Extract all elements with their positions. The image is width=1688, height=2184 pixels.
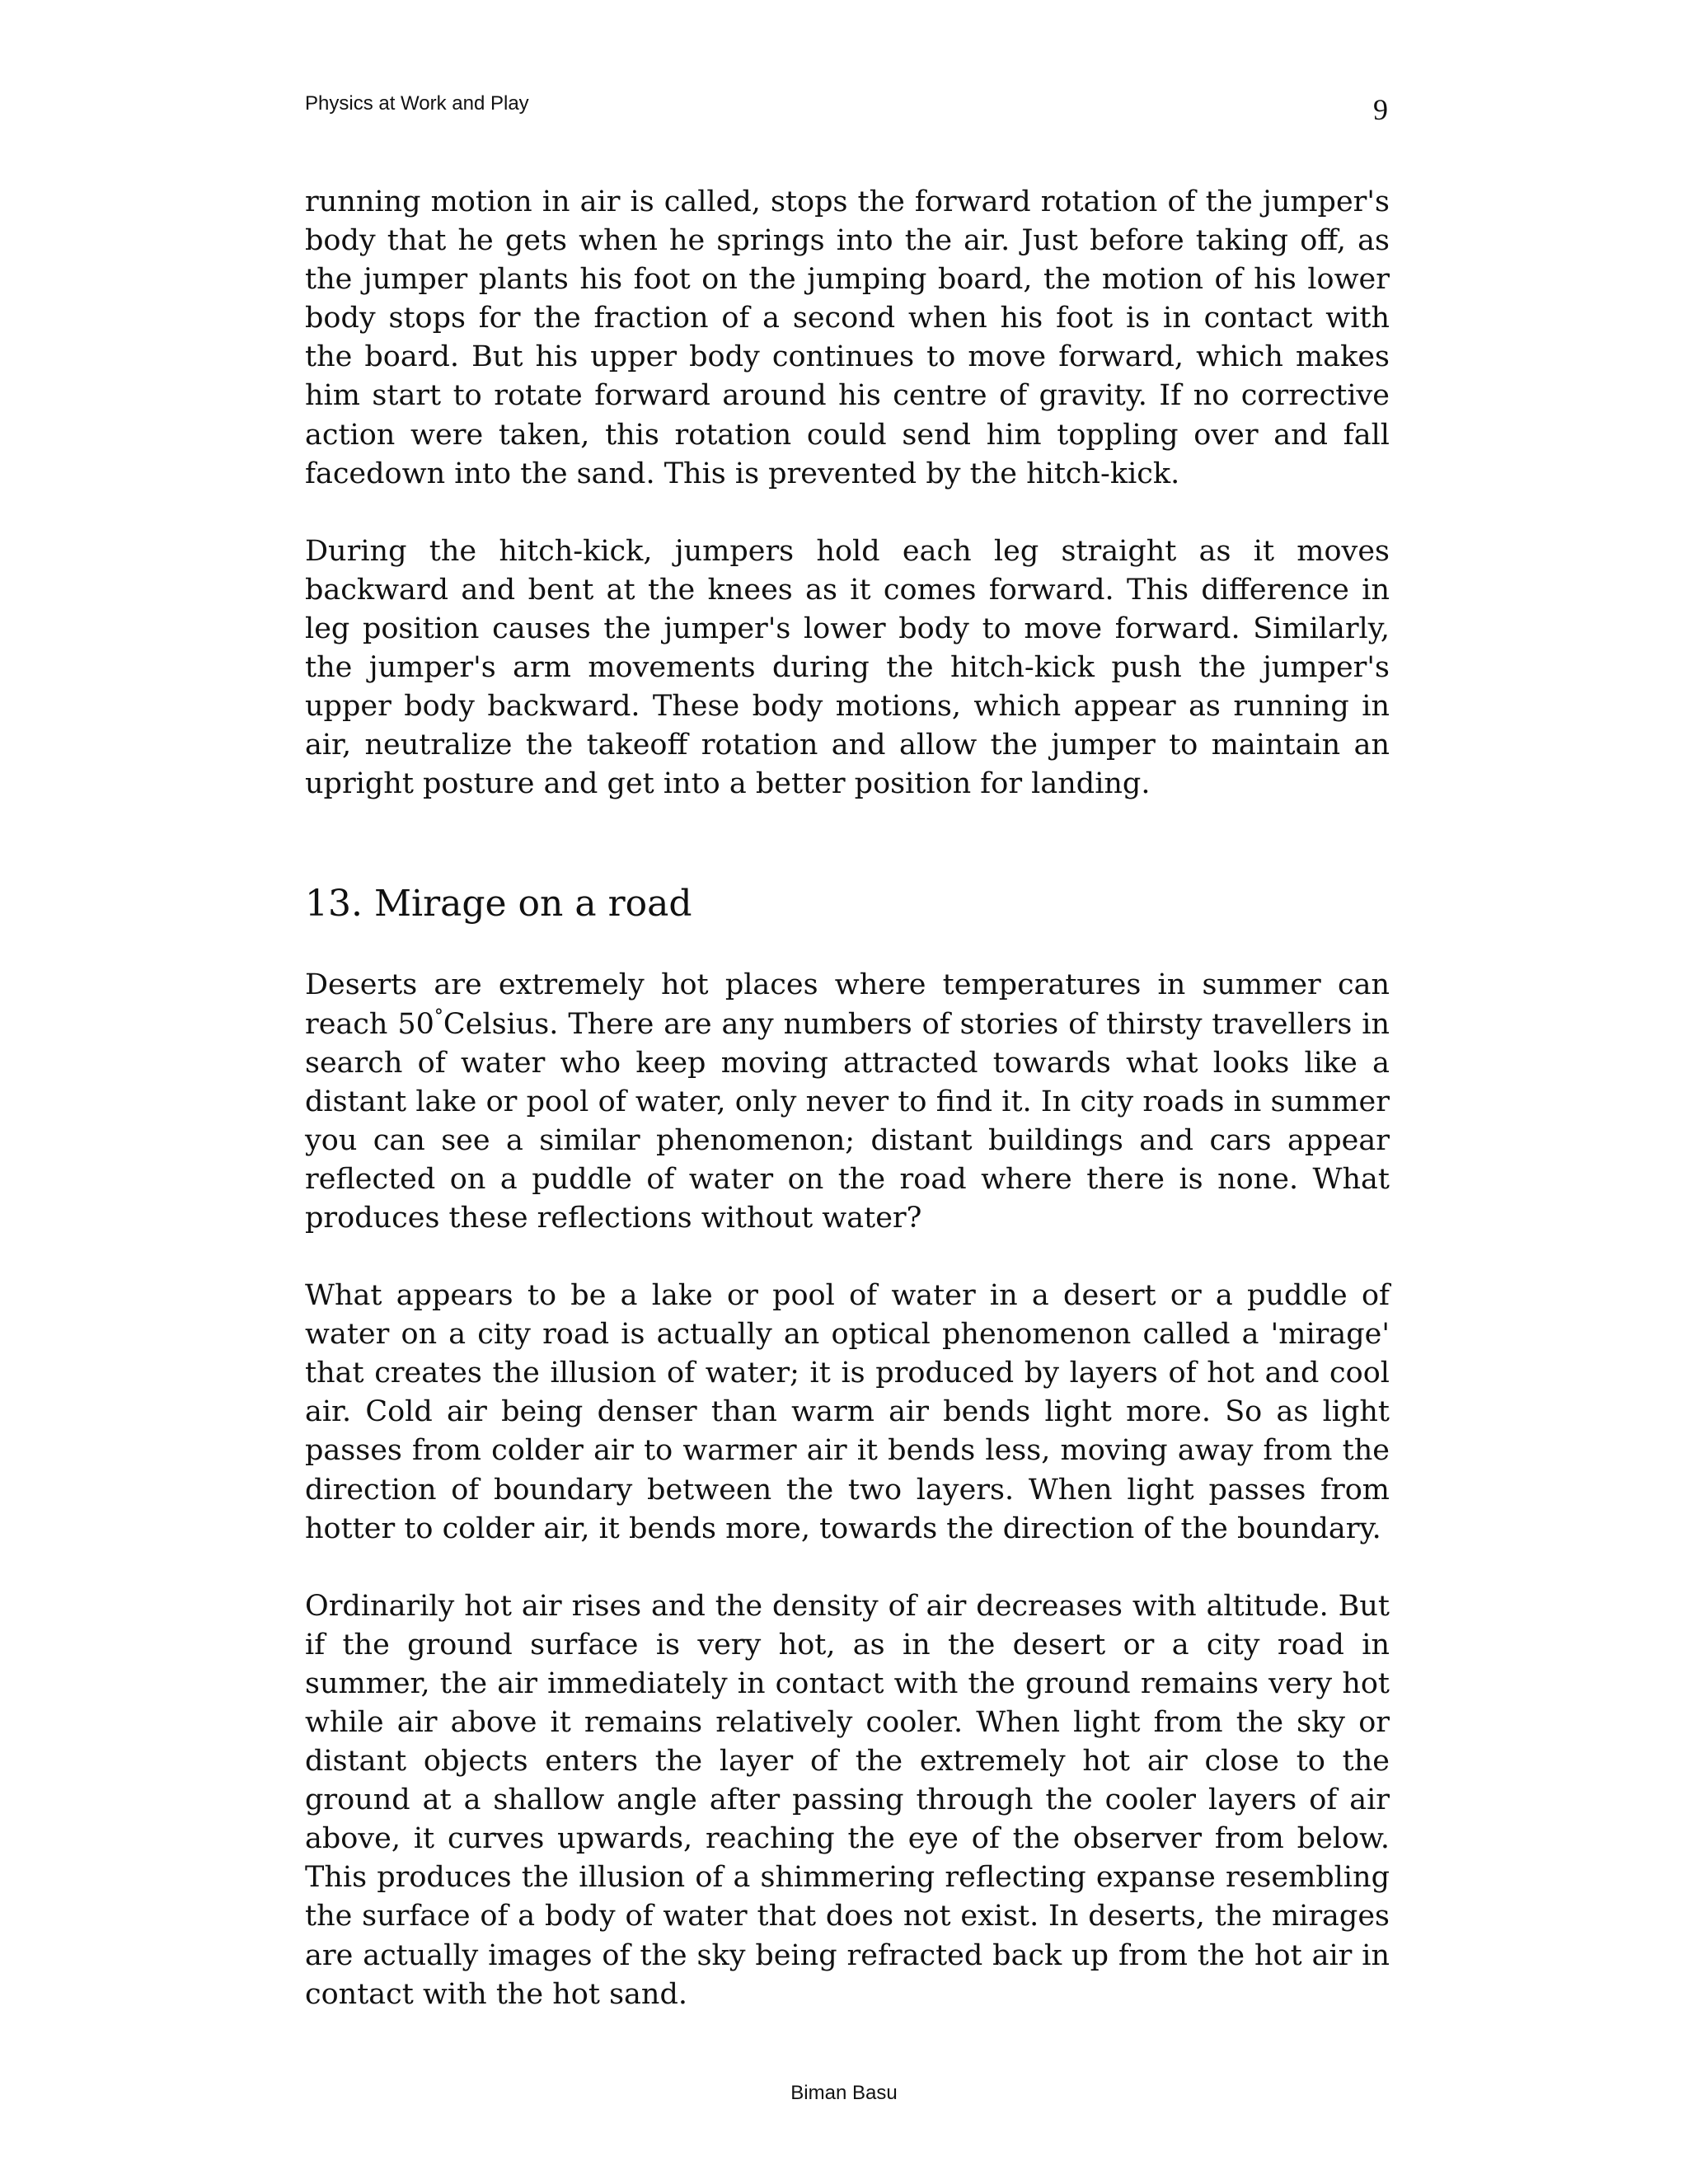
- page-number: 9: [1373, 93, 1388, 126]
- paragraph-text-after-degree: Celsius. There are any numbers of stories of thirsty travellers in search of water who keep moving attracted towards what looks like a distant lake or pool of water, only never to find it. In city roads in summer you can see a similar phenomenon; distant buildings and cars appear reflected on a puddle of water on the road where there is none. What produces these reflections without water?: [305, 1007, 1390, 1235]
- section-heading: 13. Mirage on a road: [305, 883, 692, 926]
- page-body: [305, 183, 1390, 2053]
- degree-symbol: °: [434, 1005, 443, 1027]
- running-header: Physics at Work and Play: [305, 92, 529, 115]
- page-footer-author: Biman Basu: [790, 2082, 898, 2104]
- paragraph-mirage-conditions: Ordinarily hot air rises and the density of air decreases with altitude. But if the ground surface is very hot, as in the desert or a city road in summer, the air immediately in contact with the ground remains very hot while air above it remains relatively cooler. When light from the sky or distant objects enters the layer of the extremely hot air close to the ground at a shallow angle after passing through the cooler layers of air above, it curves upwards, reaching the eye of the observer from below. This produces the illusion of a shimmering reflecting expanse resembling the surface of a body of water that does not exist. In deserts, the mirages are actually images of the sky being refracted back up from the hot air in contact with the hot sand.: [305, 1589, 1390, 2011]
- paragraph-mirage-explanation: What appears to be a lake or pool of water in a desert or a puddle of water on a city road is actually an optical phenomenon called a 'mirage' that creates the illusion of water; it is produced by layers of hot and cool air. Cold air being denser than warm air bends light more. So as light passes from colder air to warmer air it bends less, moving away from the direction of boundary between the two layers. When light passes from hotter to colder air, it bends more, towards the direction of the boundary.: [305, 1279, 1390, 1545]
- paragraph-text-before-degree: Deserts are extremely hot places where temperatures in summer can reach 50: [305, 968, 1390, 1041]
- paragraph-hitch-kick-motion: During the hitch-kick, jumpers hold each leg straight as it moves backward and bent at the knees as it comes forward. This difference in leg position causes the jumper's lower body to move forward. Similarly, the jumper's arm movements during the hitch-kick push the jumper's upper body backward. These body motions, which appear as running in air, neutralize the takeoff rotation and allow the jumper to maintain an upright posture and get into a better position for landing.: [305, 534, 1390, 801]
- paragraph-hitch-kick-continued: running motion in air is called, stops the forward rotation of the jumper's body that he gets when he springs into the air. Just before taking off, as the jumper plants his foot on the jumping board, the motion of his lower body stops for the fraction of a second when his foot is in contact with the board. But his upper body continues to move forward, which makes him start to rotate forward around his centre of gravity. If no corrective action were taken, this rotation could send him toppling over and fall facedown into the sand. This is prevented by the hitch-kick.: [305, 185, 1390, 490]
- paragraph-desert-mirage-intro: [305, 966, 1390, 1238]
